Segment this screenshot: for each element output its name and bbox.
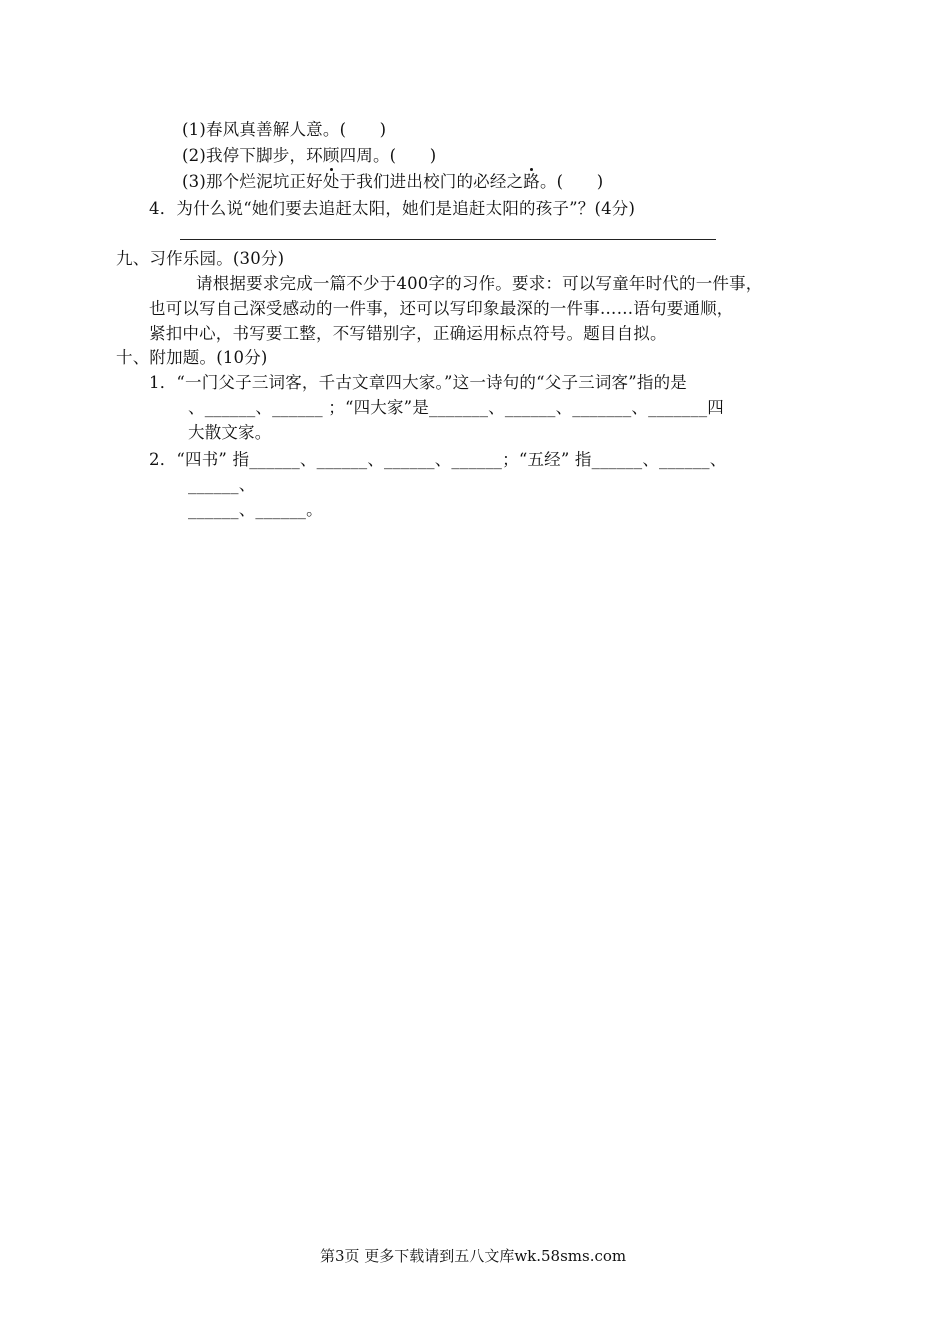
q8-item-1: (1)春风真善解人意。( ) — [182, 120, 387, 139]
q8-item-2: (2)我停下脚步，环顾四周。( ) — [182, 146, 437, 165]
section-10-q2-line-1: 2．“四书” 指______、______、______、______；“五经” 指______、______、 — [149, 450, 727, 469]
section-9-line-3: 紧扣中心，书写要工整，不写错别字，正确运用标点符号。题目自拟。 — [149, 324, 667, 343]
section-10-q2-line-3: ______、______。 — [188, 500, 323, 519]
section-10-q1-line-3: 大散文家。 — [188, 423, 272, 442]
section-10-heading: 十、附加题。(10分) — [116, 348, 268, 367]
q8-item-3-text-b: 于我们进出校门的必经之 — [339, 172, 524, 191]
section-10-q1-line-2: 、______、______ ；“四大家”是_______、______、_______、_______四 — [188, 398, 724, 417]
section-9-line-1: 请根据要求完成一篇不少于400字的习作。要求：可以写童年时代的一件事， — [196, 274, 763, 293]
section-10-q2-line-2: ______、 — [188, 475, 256, 494]
answer-line[interactable] — [180, 239, 716, 240]
section-9-heading: 九、习作乐园。(30分) — [116, 249, 285, 268]
page-footer: 第3页 更多下载请到五八文库wk.58sms.com — [320, 1247, 627, 1265]
q8-item-3-text-a: (3)那个烂泥坑正好 — [182, 172, 323, 191]
emphasis-dot-char-2: 路 — [523, 172, 540, 191]
emphasis-dot-char-1: 处 — [322, 172, 340, 191]
section-10-q1-line-1: 1．“一门父子三词客，千古文章四大家。”这一诗句的“父子三词客”指的是 — [149, 373, 687, 392]
q8-question-4: 4．为什么说“她们要去追赶太阳，她们是追赶太阳的孩子”？(4分) — [149, 199, 636, 218]
section-9-line-2: 也可以写自己深受感动的一件事，还可以写印象最深的一件事……语句要通顺， — [149, 299, 734, 318]
q8-item-3 — [182, 171, 603, 193]
q8-item-3-text-c: 。( ) — [539, 172, 604, 191]
